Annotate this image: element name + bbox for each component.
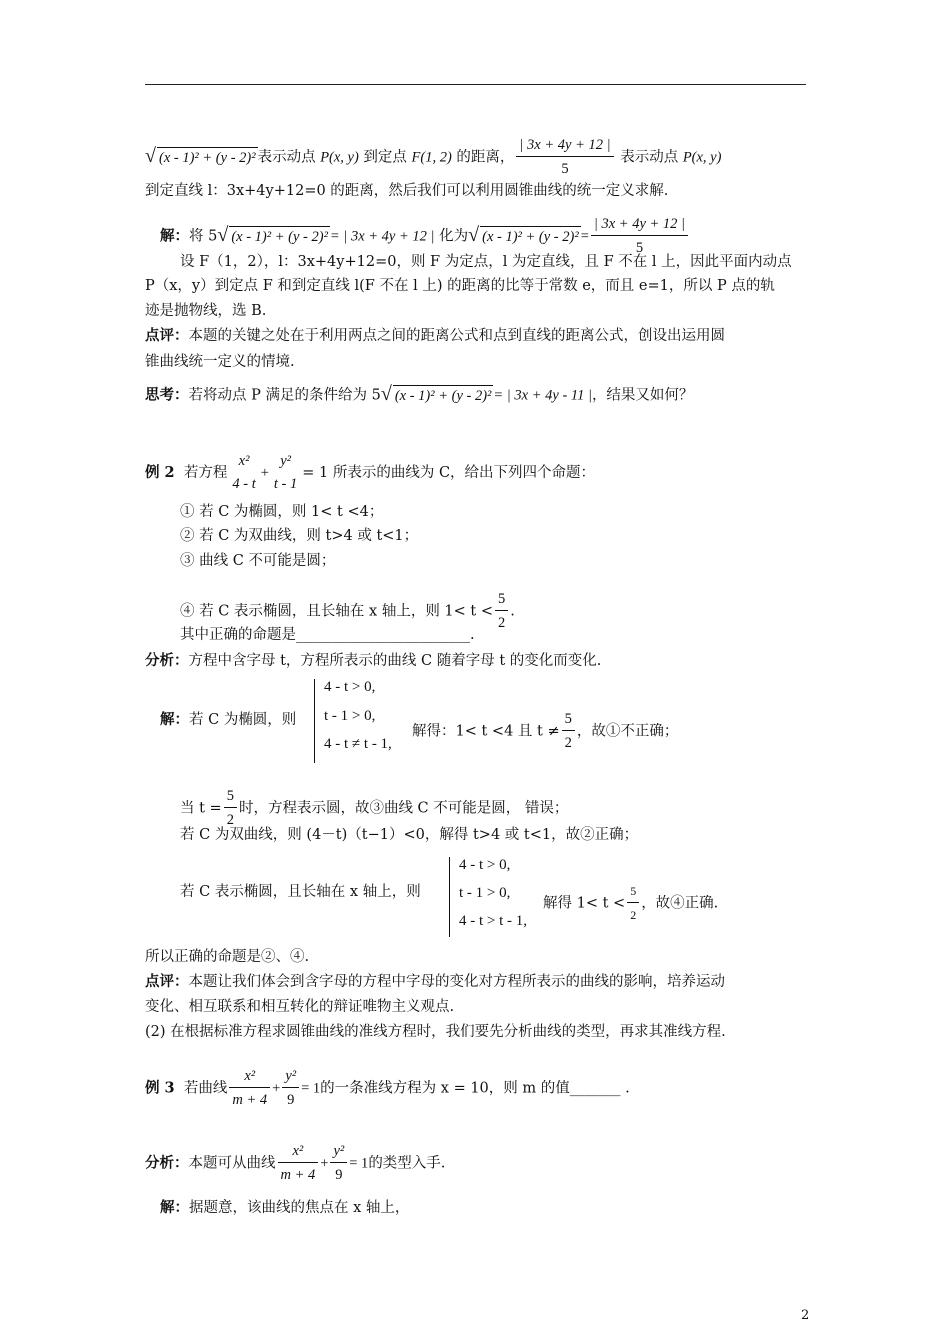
- inequality-system-2: 4 - t > 0, t - 1 > 0, 4 - t > t - 1,: [449, 857, 539, 937]
- paragraph-line-1: √ (x - 1)² + (y - 2)² 表示动点 P(x, y) 到定点 F(1, 2) 的距离， $\frac{| 3x + 4y + 12 |}{5}$ 表示动点 P(x, y): [145, 134, 721, 181]
- fraction-5-2: $\frac{5}{2}$: [495, 588, 508, 635]
- note-line: (2) 在根据标准方程求圆锥曲线的准线方程时，我们要先分析曲线的类型，再求其准线方程.: [145, 1024, 726, 1040]
- circle-case-line: 当 t = $\frac{5}{2}$ 时，方程表示圆，故③曲线 C 不可能是圆， 错误；: [180, 785, 568, 832]
- sqrt-expression: √ (x - 1)² + (y - 2)²: [217, 224, 328, 246]
- solution-line: 解：将 5 √ (x - 1)² + (y - 2)² = | 3x + 4y + 12 | 化为 √ (x - 1)² + (y - 2)² = $\frac{| 3x + 4y + 12 |}{5}$: [160, 213, 690, 260]
- proposition-1: ① 若 C 为椭圆，则 1< t <4；: [180, 504, 384, 520]
- distance-fraction: $\frac{| 3x + 4y + 12 |}{5}$: [591, 213, 688, 260]
- proposition-2: ② 若 C 为双曲线，则 t>4 或 t<1；: [180, 528, 419, 544]
- fraction-5-2: $\frac{5}{2}$: [224, 785, 237, 832]
- ellipse-axis-result: 解得 1< t < $\frac{5}{2}$ ，故④正确.: [543, 880, 718, 927]
- comment-line-4: 变化、相互联系和相互转化的辩证唯物主义观点.: [145, 999, 455, 1015]
- fraction-y: $\frac{\text{y²}}{9}$: [282, 1065, 299, 1112]
- sqrt-expression: √ (x - 1)² + (y - 2)²: [468, 224, 579, 246]
- proposition-4: ④ 若 C 表示椭圆，且长轴在 x 轴上，则 1< t < $\frac{5}{2}$ .: [180, 588, 515, 635]
- header-rule: [145, 84, 806, 85]
- paragraph-line-4: 设 F（1，2），l：3x+4y+12=0，则 F 为定点，l 为定直线，且 F 不在 l 上，因此平面内动点: [180, 254, 792, 270]
- answer-blank: 其中正确的命题是________________________.: [180, 627, 475, 643]
- comment-line: 点评：本题的关键之处在于利用两点之间的距离公式和点到直线的距离公式，创设出运用圆: [145, 327, 725, 344]
- think-line: 思考：若将动点 P 满足的条件给为 5 √ (x - 1)² + (y - 2)² = | 3x + 4y - 11 |，结果又如何？: [145, 383, 694, 405]
- inequality-system-1: 4 - t > 0, t - 1 > 0, 4 - t ≠ t - 1,: [314, 679, 404, 763]
- hyperbola-case-line: 若 C 为双曲线，则 (4－t)（t−1）<0，解得 t>4 或 t<1，故②正确；: [180, 827, 639, 843]
- fraction-y: y² t - 1: [273, 453, 298, 492]
- conclusion-line: 所以正确的命题是②、④.: [145, 949, 310, 965]
- example-2-statement: 例 2 若方程 x² 4 - t + y² t - 1 = 1 所表示的曲线为 C，给出下列四个命题：: [145, 450, 595, 496]
- fraction-5-2: $\frac{5}{2}$: [627, 880, 639, 927]
- paragraph-line-5: P（x，y）到定点 F 和到定直线 l(F 不在 l 上) 的距离的比等于常数 e，而且 e=1，所以 P 点的轨: [145, 278, 775, 294]
- solution-ellipse-result: 解得：1< t <4 且 t ≠ $\frac{5}{2}$ ，故①不正确；: [412, 708, 678, 755]
- analysis-line: 分析：方程中含字母 t，方程所表示的曲线 C 随着字母 t 的变化而变化.: [145, 652, 602, 669]
- left-brace: [314, 679, 321, 763]
- fraction-x: x² 4 - t: [232, 453, 256, 492]
- sqrt-expression: √ (x - 1)² + (y - 2)²: [145, 145, 256, 167]
- solution-line-3: 解：据题意，该曲线的焦点在 x 轴上，: [160, 1199, 410, 1216]
- paragraph-line-2: 到定直线 l：3x+4y+12=0 的距离，然后我们可以利用圆锥曲线的统一定义求解.: [145, 183, 669, 199]
- solution-ellipse-line: 解：若 C 为椭圆，则: [160, 711, 297, 728]
- fraction-5-2: $\frac{5}{2}$: [562, 708, 575, 755]
- ellipse-axis-line: 若 C 表示椭圆，且长轴在 x 轴上，则: [180, 884, 421, 900]
- paragraph-line-6: 迹是抛物线，选 B.: [145, 303, 267, 319]
- left-brace: [449, 857, 456, 937]
- fraction-y: $\frac{\text{y²}}{9}$: [330, 1140, 347, 1187]
- example-3-statement: 例 3 若曲线 $\frac{\text{x²}}{m + 4}$ + $\frac{\text{y²}}{9}$ = 1的一条准线方程为 x = 10，则 m 的值_______ .: [145, 1065, 630, 1112]
- comment-line-3: 点评：本题让我们体会到含字母的方程中字母的变化对方程所表示的曲线的影响，培养运动: [145, 973, 725, 990]
- proposition-3: ③ 曲线 C 不可能是圆；: [180, 553, 336, 569]
- sqrt-expression: √ (x - 1)² + (y - 2)²: [380, 383, 492, 405]
- analysis-line-2: 分析：本题可从曲线 $\frac{\text{x²}}{m + 4}$ + $\frac{\text{y²}}{9}$ = 1的类型入手.: [145, 1140, 445, 1187]
- fraction-x: $\frac{\text{x²}}{m + 4}$: [278, 1140, 319, 1187]
- distance-fraction: $\frac{| 3x + 4y + 12 |}{5}$: [516, 134, 613, 181]
- comment-line-2: 锥曲线统一定义的情境.: [145, 354, 295, 370]
- page-number: 2: [801, 1308, 810, 1323]
- fraction-x: $\frac{\text{x²}}{m + 4}$: [229, 1065, 270, 1112]
